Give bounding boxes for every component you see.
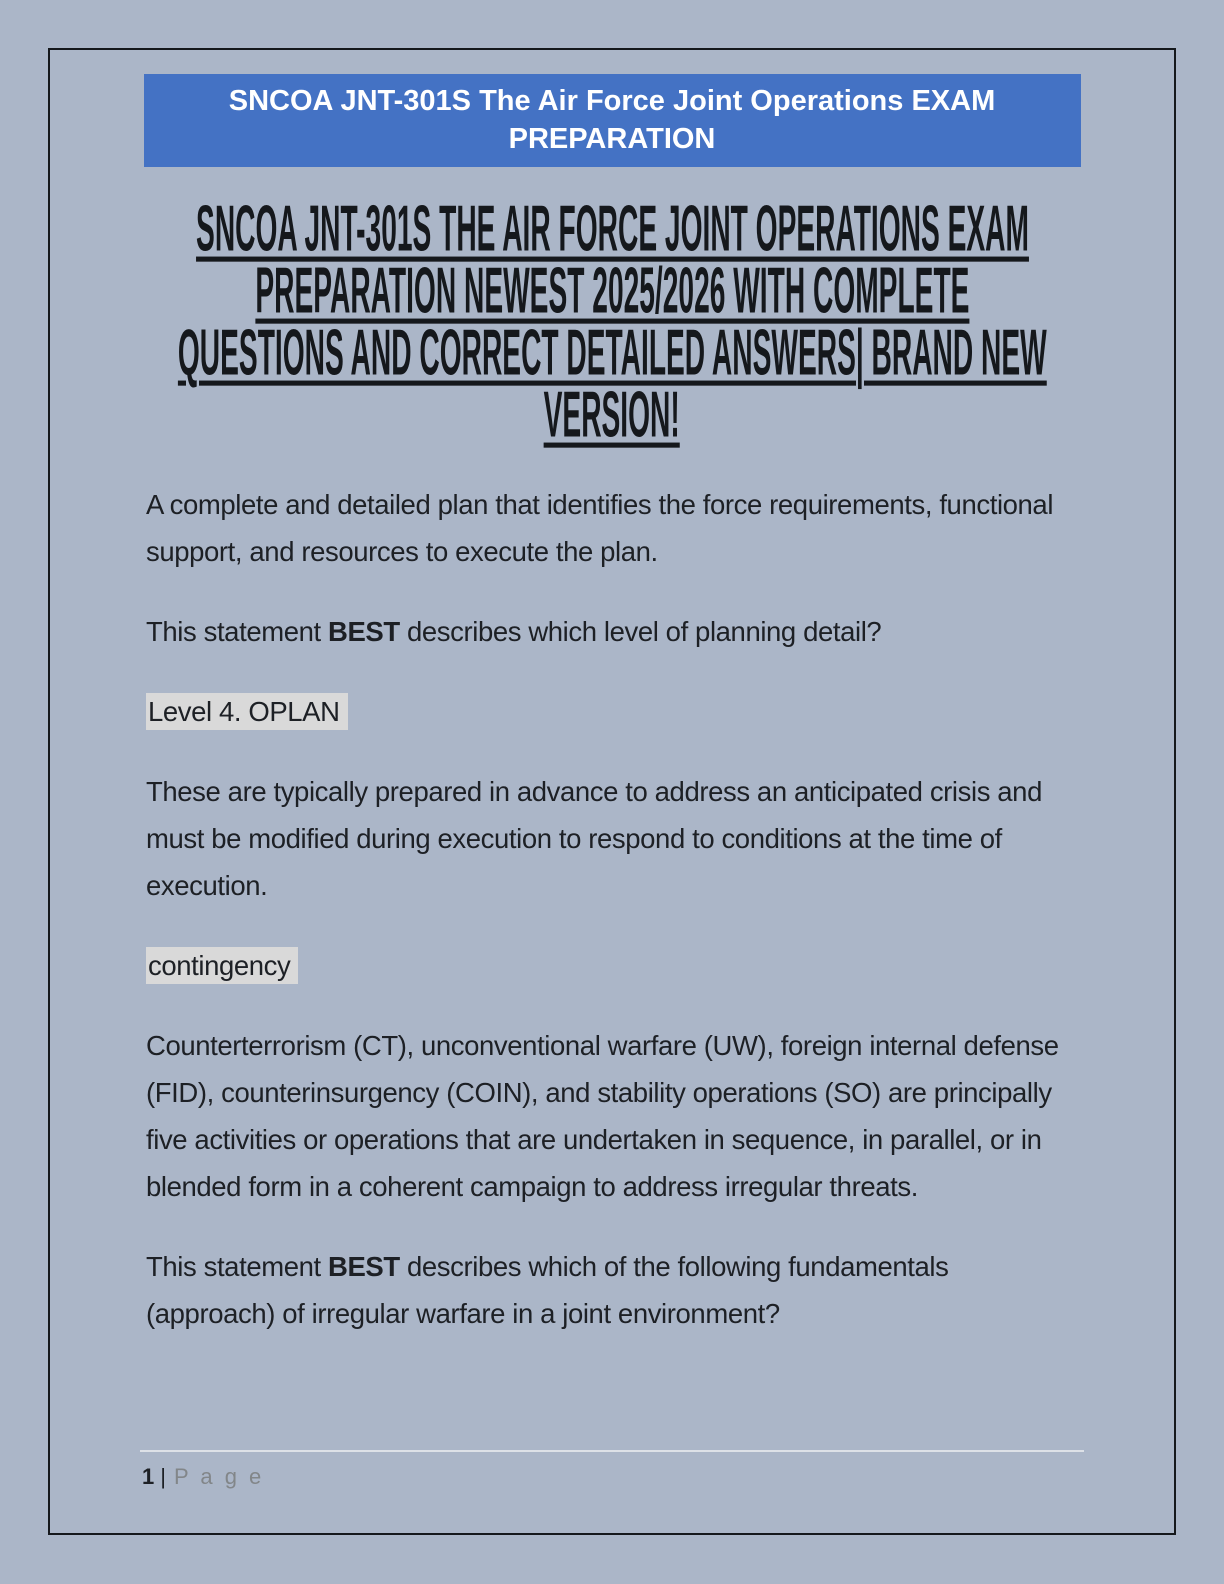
text-segment: Counterterrorism (CT), unconventional warfare (UW), foreign internal defense (FID), counterinsurgency (COIN), and stability operations (SO) are principally five activities or operations that are undertaken in sequence, in parallel, or in blended form in a coherent campaign to address irregular threats. [146,1030,1059,1202]
course-banner [144,74,1081,167]
text-segment: These are typically prepared in advance to address an anticipated crisis and must be modified during execution to respond to conditions at the time of execution. [146,776,1042,901]
text-segment: A complete and detailed plan that identifies the force requirements, functional support, and resources to execute the plan. [146,489,1054,567]
title-line-1: SNCOA JNT-301S THE AIR FORCE JOINT OPERATIONS EXAM [195,191,1029,265]
text-segment: This statement [146,616,328,647]
text-segment: describes which level of planning detail? [399,616,882,647]
paragraph [146,608,1078,655]
text-segment: This statement [146,1251,328,1282]
text-segment: BEST [328,616,400,647]
title-line-4: VERSION! [543,377,681,451]
banner-line-1: SNCOA JNT-301S The Air Force Joint Operations EXAM [228,85,996,117]
page-label: P a g e [173,1464,265,1489]
paragraph [146,942,1078,989]
paragraph [146,768,1078,909]
paragraph [146,1243,1078,1337]
body-paragraphs [50,445,1174,1337]
title-line-3: QUESTIONS AND CORRECT DETAILED ANSWERS| BRAND NEW [177,315,1047,389]
paragraph [146,481,1078,575]
page-number: 1 [142,1464,155,1489]
document-title [50,191,1174,451]
highlighted-answer: contingency [146,947,298,984]
page-border [48,48,1176,1535]
text-segment: describes which of the following fundamentals (approach) of irregular warfare in a joint environment? [146,1251,949,1329]
paragraph [146,688,1078,735]
footer-separator: | [160,1464,166,1489]
title-line-2: PREPARATION NEWEST 2025/2026 WITH COMPLETE [254,253,970,327]
highlighted-answer: Level 4. OPLAN [146,693,348,730]
paragraph [146,1022,1078,1210]
banner-line-2: PREPARATION [508,123,716,155]
text-segment: BEST [328,1251,400,1282]
page-footer [140,1450,1084,1490]
